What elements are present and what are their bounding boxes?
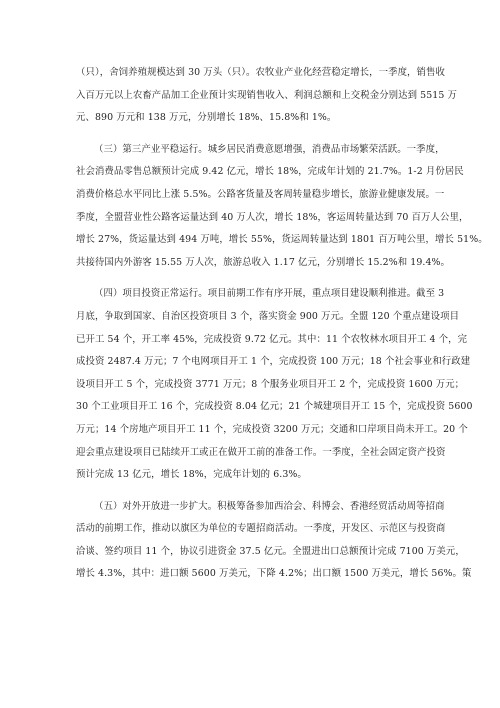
text-line: 迎会重点建设项目已陆续开工或正在做开工前的准备工作。一季度，全社会固定资产投资 [76, 446, 446, 458]
text-line: 成投资 2487.4 万元；7 个电网项目开工 1 个，完成投资 100 万元；18 个社会事业和行政建 [76, 356, 471, 368]
paragraph-opening-up [76, 496, 472, 586]
text-line: 入百万元以上农畜产品加工企业预计实现销售收入、利润总额和上交税金分别达到 5515 万 [76, 89, 457, 101]
text-line: 增长 27%，货运量达到 494 万吨，增长 55%，货运周转量达到 1801 百万吨公里，增长 51%。 [76, 234, 488, 246]
text-line: 已开工 54 个，开工率 45%，完成投资 9.72 亿元。其中：11 个农牧林水项目开工 4 个，完 [76, 333, 468, 345]
text-line: （五）对外开放进一步扩大。积极筹备参加西洽会、科博会、香港经贸活动周等招商 [94, 500, 445, 512]
document-page [76, 62, 488, 586]
text-line: 元、890 万元和 138 万元，分别增长 18%、15.8%和 1%。 [76, 112, 337, 124]
paragraph-project-investment [76, 283, 473, 486]
text-line: 社会消费品零售总额预计完成 9.42 亿元，增长 18%，完成年计划的 21.7%。1-2 月份居民 [76, 166, 464, 178]
text-line: 消费价格总水平同比上涨 5.5%。公路客货量及客周转量稳步增长，旅游业健康发展。一 [76, 188, 445, 200]
text-line: （只），舍饲养殖规模达到 30 万头（只）。农牧业产业化经营稳定增长，一季度，销售收 [76, 67, 445, 78]
text-line: （三）第三产业平稳运行。城乡居民消费意愿增强，消费品市场繁荣活跃。一季度， [94, 143, 445, 155]
text-line: （四）项目投资正常运行。项目前期工作有序开展，重点项目建设顺利推进。截至 3 [94, 288, 445, 300]
paragraph-livestock [76, 62, 457, 130]
text-line: 月底，争取到国家、自治区投资项目 3 个，落实资金 900 万元。全盟 120 个重点建设项目 [76, 310, 460, 322]
paragraph-tertiary-industry [76, 139, 488, 275]
text-line: 共接待国内外游客 15.55 万人次，旅游总收入 1.17 亿元，分别增长 15.2%和 19.4%。 [76, 256, 451, 268]
text-line: 30 个工业项目开工 16 个，完成投资 8.04 亿元；21 个城建项目开工 15 个，完成投资 5600 [76, 401, 473, 413]
text-line: 设项目开工 5 个，完成投资 3771 万元；8 个服务业项目开工 2 个，完成投资 1600 万元； [76, 378, 465, 390]
text-line: 洽谈、签约项目 11 个，协议引进资金 37.5 亿元。全盟进出口总额预计完成 7100 万美元， [76, 545, 465, 557]
text-line: 万元；14 个房地产项目开工 11 个，完成投资 3200 万元；交通和口岸项目尚未开工。20 个 [76, 423, 468, 435]
text-line: 季度，全盟营业性公路客运量达到 40 万人次，增长 18%，客运周转量达到 70 百万人公里， [76, 211, 469, 223]
text-line: 增长 4.3%，其中：进口额 5600 万美元，下降 4.2%；出口额 1500 万美元，增长 56%。策 [76, 568, 472, 580]
text-line: 预计完成 13 亿元，增长 18%，完成年计划的 6.3%。 [76, 469, 307, 481]
text-line: 活动的前期工作，推动以旗区为单位的专题招商活动。一季度，开发区、示范区与投资商 [76, 523, 446, 535]
